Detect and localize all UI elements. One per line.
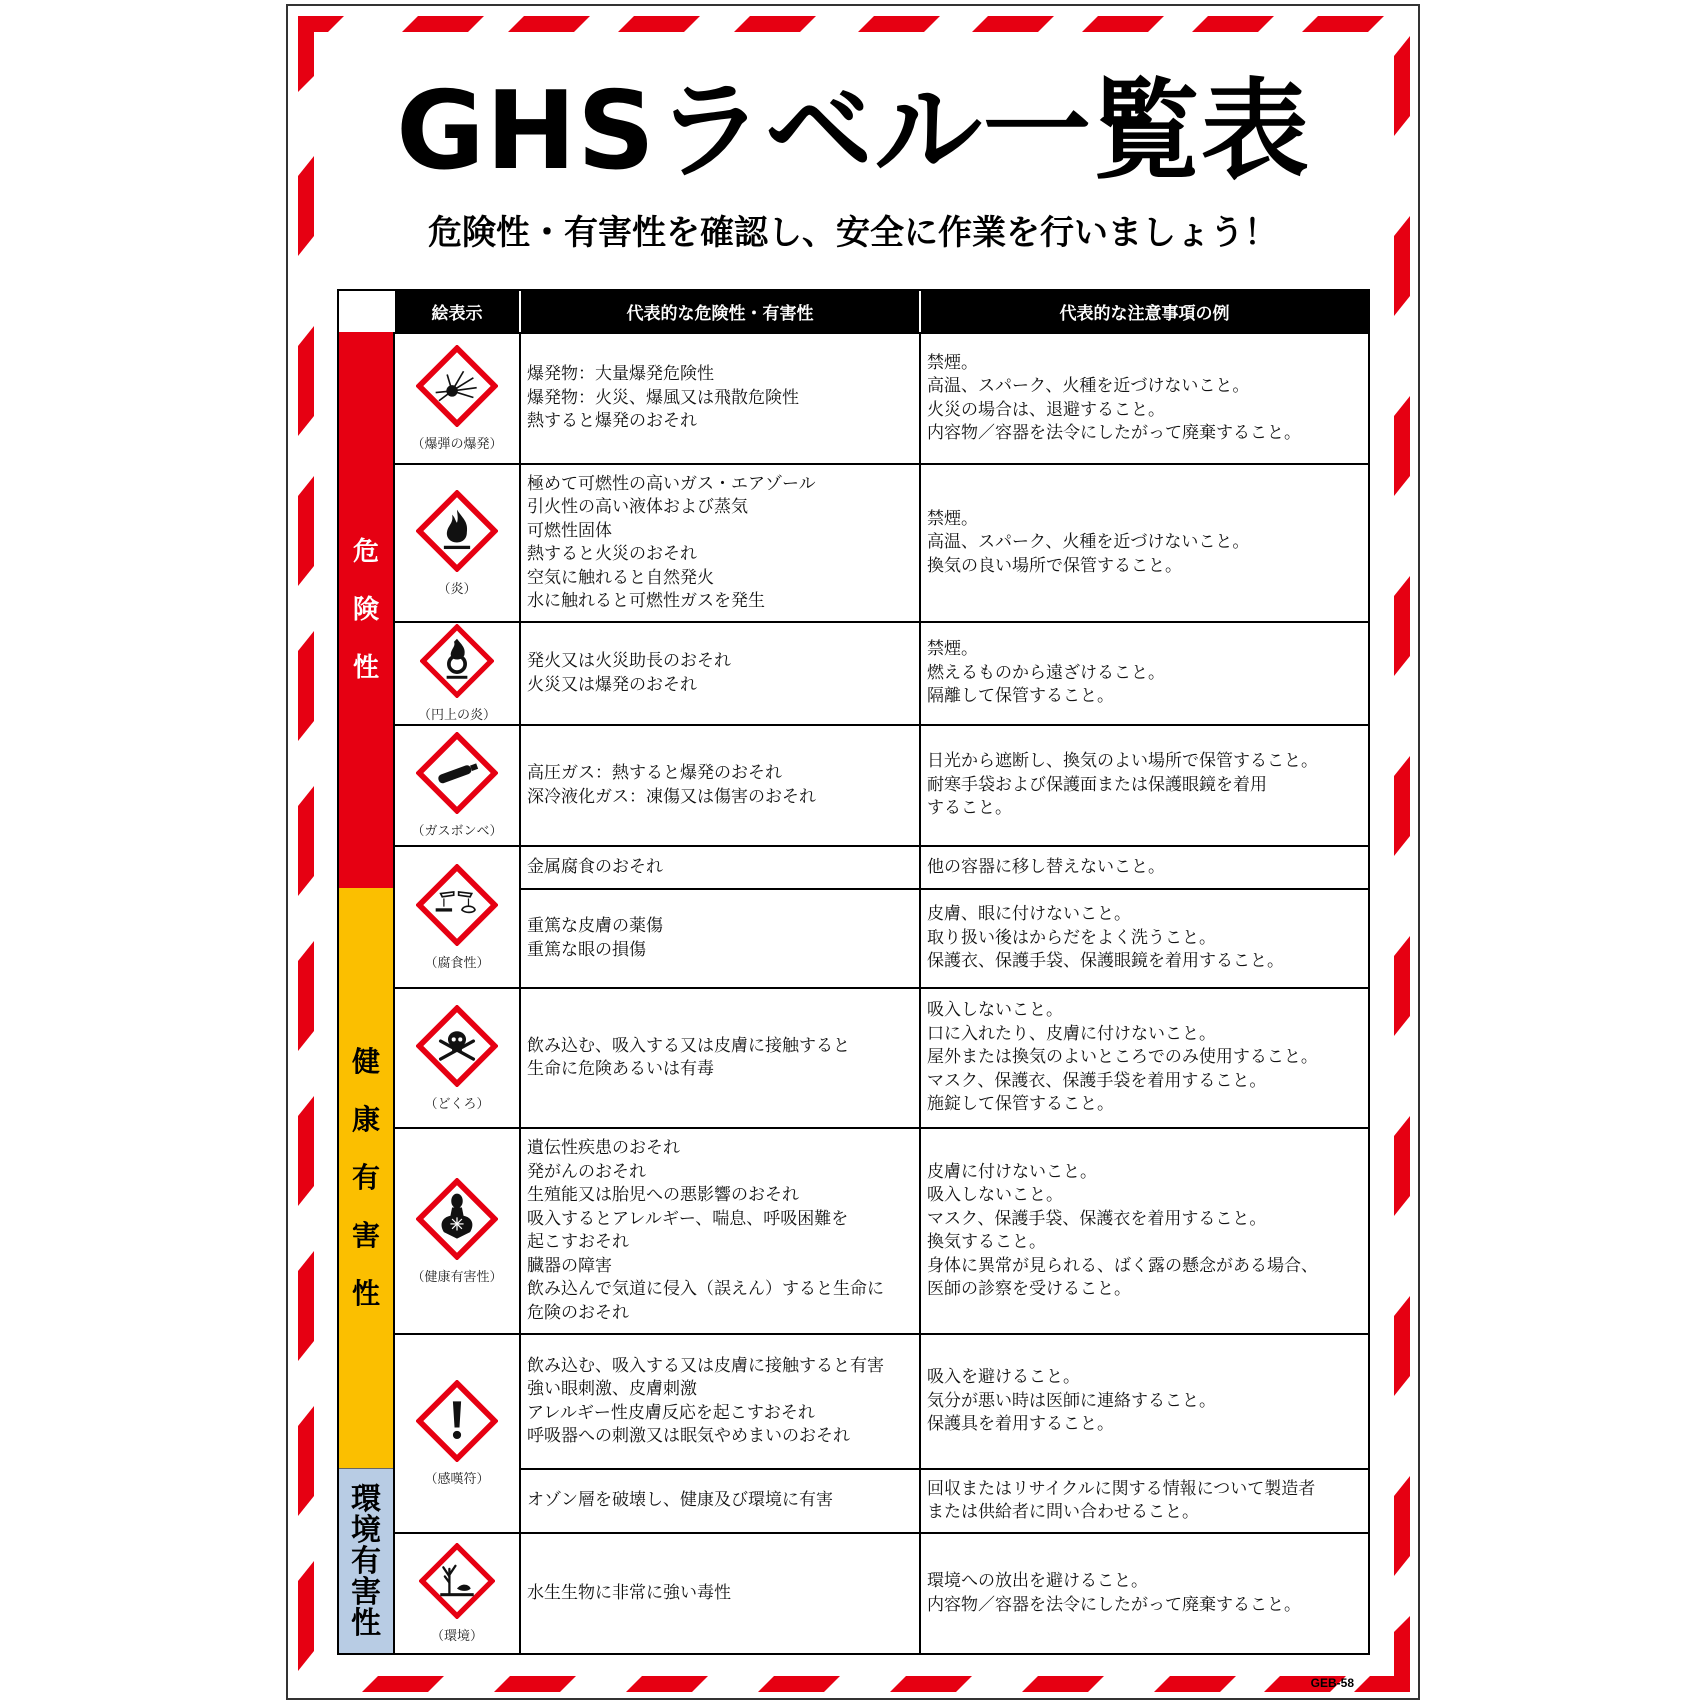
hazard-line: 発火又は火災助長のおそれ xyxy=(527,651,731,671)
precaution-line: 高温、スパーク、火種を近づけないこと。 xyxy=(927,532,1250,553)
precaution-line: 皮膚に付けないこと。 xyxy=(927,1161,1097,1182)
precaution-cell xyxy=(919,1532,1368,1653)
hazard-cell xyxy=(519,987,919,1127)
precaution-line: 禁煙。 xyxy=(927,508,978,529)
pictogram-caption: （環境） xyxy=(430,1629,483,1644)
category-environmental-hazard xyxy=(339,1468,393,1653)
skull-crossbones-icon xyxy=(416,1005,498,1087)
hazard-cell xyxy=(519,621,919,724)
hazard-line: 火災又は爆発のおそれ xyxy=(527,674,697,695)
category-char: 健 xyxy=(351,1045,380,1078)
precaution-line: 禁煙。 xyxy=(927,639,978,660)
pictogram-caption: （円上の炎） xyxy=(417,708,496,723)
category-char: 害 xyxy=(351,1574,381,1610)
precaution-line: 保護衣、保護手袋、保護眼鏡を着用すること。 xyxy=(927,951,1284,972)
hazard-line: 水に触れると可燃性ガスを発生 xyxy=(527,591,765,611)
pictogram-caption: （ガスボンベ） xyxy=(411,824,503,839)
pictogram-caption: （どくろ） xyxy=(424,1096,490,1112)
pictogram-cell xyxy=(393,463,519,621)
precaution-line: 内容物／容器を法令にしたがって廃棄すること。 xyxy=(927,423,1301,443)
precaution-cell xyxy=(919,987,1368,1127)
category-char: 有 xyxy=(351,1543,381,1579)
precaution-line: 吸入を避けること。 xyxy=(927,1367,1080,1388)
hazard-line: 飲み込んで気道に侵入（誤えん）すると生命に xyxy=(527,1279,884,1299)
hazard-line: 危険のおそれ xyxy=(527,1302,629,1323)
precaution-line: 高温、スパーク、火種を近づけないこと。 xyxy=(927,376,1250,396)
pictogram-cell xyxy=(393,724,519,845)
precaution-line: 吸入しないこと。 xyxy=(927,1000,1063,1021)
precaution-line: 身体に異常が見られる、ばく露の懸念がある場合、 xyxy=(927,1255,1318,1276)
precaution-line: 隔離して保管すること。 xyxy=(927,686,1114,707)
hazard-line: 生命に危険あるいは有毒 xyxy=(527,1059,714,1079)
hazard-line: 遺伝性疾患のおそれ xyxy=(527,1138,680,1158)
hazard-line: 強い眼刺激、皮膚刺激 xyxy=(527,1379,697,1399)
precaution-line: 換気の良い場所で保管すること。 xyxy=(927,555,1182,576)
precaution-cell xyxy=(919,1468,1368,1532)
precaution-line: 他の容器に移し替えないこと。 xyxy=(927,856,1165,877)
precaution-line: 口に入れたり、皮膚に付けないこと。 xyxy=(927,1023,1216,1044)
ghs-table xyxy=(337,289,1370,1655)
hazard-cell xyxy=(519,1532,919,1653)
category-char: 環 xyxy=(351,1481,381,1517)
exclamation-mark-icon xyxy=(416,1380,498,1462)
gas-cylinder-icon xyxy=(416,732,498,814)
precaution-cell xyxy=(919,332,1368,463)
page-subtitle: 危険性・有害性を確認し、安全に作業を行いましょう！ xyxy=(428,213,1278,253)
category-char: 危 xyxy=(352,537,379,567)
category-char: 性 xyxy=(351,1605,381,1641)
hazard-line: 飲み込む、吸入する又は皮膚に接触すると xyxy=(527,1035,850,1056)
hazard-line: 空気に触れると自然発火 xyxy=(527,567,714,588)
precaution-cell xyxy=(919,621,1368,724)
health-hazard-icon xyxy=(416,1178,498,1260)
hazard-line: 爆発物：大量爆発危険性 xyxy=(527,364,714,385)
precaution-line: マスク、保護手袋、保護衣を着用すること。 xyxy=(927,1208,1267,1229)
pictogram-cell xyxy=(393,1127,519,1333)
precaution-line: すること。 xyxy=(927,798,1012,819)
pictogram-cell xyxy=(393,1532,519,1653)
precaution-line: または供給者に問い合わせること。 xyxy=(927,1502,1199,1522)
precaution-line: 気分が悪い時は医師に連絡すること。 xyxy=(927,1390,1216,1411)
pictogram-cell xyxy=(393,845,519,987)
pictogram-cell xyxy=(393,332,519,463)
category-char: 境 xyxy=(351,1512,381,1548)
precaution-line: 火災の場合は、退避すること。 xyxy=(927,399,1165,420)
precaution-cell xyxy=(919,845,1368,888)
pictogram-caption: （爆弾の爆発） xyxy=(411,437,503,452)
precaution-line: 吸入しないこと。 xyxy=(927,1185,1063,1205)
precaution-line: 保護具を着用すること。 xyxy=(927,1414,1114,1435)
precaution-line: マスク、保護衣、保護手袋を着用すること。 xyxy=(927,1070,1267,1091)
precaution-line: 取り扱い後はからだをよく洗うこと。 xyxy=(927,927,1216,948)
environment-icon xyxy=(419,1543,495,1619)
hazard-cell xyxy=(519,845,919,888)
hazard-line: 呼吸器への刺激又は眠気やめまいのおそれ xyxy=(527,1426,850,1446)
header-pictogram: 絵表示 xyxy=(393,291,519,332)
precaution-cell xyxy=(919,463,1368,621)
hazard-line: 重篤な皮膚の薬傷 xyxy=(527,916,663,936)
hazard-line: 熱すると爆発のおそれ xyxy=(527,411,697,432)
hazard-line: 引火性の高い液体および蒸気 xyxy=(527,497,748,517)
hazard-line: 極めて可燃性の高いガス・エアゾール xyxy=(527,473,816,494)
hazard-cell xyxy=(519,332,919,463)
precaution-cell xyxy=(919,724,1368,845)
category-char: 有 xyxy=(351,1161,380,1194)
precaution-line: 屋外または換気のよいところでのみ使用すること。 xyxy=(927,1047,1318,1068)
precaution-line: 燃えるものから遠ざけること。 xyxy=(927,662,1165,683)
hazard-line: 吸入するとアレルギー、喘息、呼吸困難を xyxy=(527,1208,849,1229)
hazard-line: 生殖能又は胎児への悪影響のおそれ xyxy=(527,1185,799,1205)
hazard-line: 重篤な眼の損傷 xyxy=(527,939,646,960)
flame-over-circle-icon xyxy=(420,624,494,698)
precaution-cell xyxy=(919,1127,1368,1333)
pictogram-cell xyxy=(393,1333,519,1532)
pictogram-cell xyxy=(393,621,519,724)
exploding-bomb-icon xyxy=(416,345,498,427)
hazard-line: 臓器の障害 xyxy=(527,1255,612,1276)
hazard-line: 深冷液化ガス：凍傷又は傷害のおそれ xyxy=(527,786,816,807)
hazard-cell xyxy=(519,1127,919,1333)
pictogram-caption: （炎） xyxy=(437,581,477,597)
hazard-cell xyxy=(519,888,919,987)
category-char: 性 xyxy=(351,1277,380,1310)
corrosion-icon xyxy=(416,864,498,946)
hazard-cell xyxy=(519,724,919,845)
hazard-line: 可燃性固体 xyxy=(527,520,612,541)
precaution-line: 皮膚、眼に付けないこと。 xyxy=(927,904,1131,925)
hazard-line: 金属腐食のおそれ xyxy=(527,856,663,877)
hazard-line: アレルギー性皮膚反応を起こすおそれ xyxy=(527,1402,815,1423)
hazard-line: 起こすおそれ xyxy=(527,1232,629,1252)
header-blank xyxy=(339,291,393,332)
category-char: 性 xyxy=(352,653,379,683)
category-physical-hazard xyxy=(339,332,393,888)
category-char: 険 xyxy=(352,595,379,625)
pictogram-cell xyxy=(393,987,519,1127)
category-health-hazard xyxy=(339,888,393,1468)
hazard-line: 高圧ガス：熱すると爆発のおそれ xyxy=(527,763,782,783)
hazard-line: 爆発物：火災、爆風又は飛散危険性 xyxy=(527,387,799,408)
hazard-cell xyxy=(519,1333,919,1468)
category-char: 康 xyxy=(351,1103,380,1136)
product-code: GEB-58 xyxy=(1310,1676,1354,1690)
precaution-cell xyxy=(919,888,1368,987)
hazard-line: 熱すると火災のおそれ xyxy=(527,544,697,564)
page-title: GHSラベル一覧表 xyxy=(396,69,1310,194)
precaution-line: 内容物／容器を法令にしたがって廃棄すること。 xyxy=(927,1594,1301,1615)
pictogram-caption: （健康有害性） xyxy=(411,1269,503,1285)
precaution-line: 施錠して保管すること。 xyxy=(927,1094,1114,1115)
header-hazard: 代表的な危険性・有害性 xyxy=(519,291,919,332)
hazard-line: オゾン層を破壊し、健康及び環境に有害 xyxy=(527,1490,833,1511)
precaution-line: 日光から遮断し、換気のよい場所で保管すること。 xyxy=(927,751,1318,772)
hazard-line: 水生生物に非常に強い毒性 xyxy=(527,1582,731,1603)
flame-icon xyxy=(416,490,498,572)
pictogram-caption: （腐食性） xyxy=(424,955,490,971)
category-char: 害 xyxy=(351,1219,380,1252)
precaution-cell xyxy=(919,1333,1368,1468)
hazard-line: 飲み込む、吸入する又は皮膚に接触すると有害 xyxy=(527,1355,884,1376)
hazard-cell xyxy=(519,463,919,621)
hazard-cell xyxy=(519,1468,919,1532)
precaution-line: 医師の診察を受けること。 xyxy=(927,1279,1131,1299)
precaution-line: 耐寒手袋および保護面または保護眼鏡を着用 xyxy=(927,774,1267,795)
precaution-line: 環境への放出を避けること。 xyxy=(927,1571,1148,1591)
precaution-line: 換気すること。 xyxy=(927,1232,1046,1252)
hazard-line: 発がんのおそれ xyxy=(527,1161,646,1182)
precaution-line: 禁煙。 xyxy=(927,352,978,373)
precaution-line: 回収またはリサイクルに関する情報について製造者 xyxy=(927,1478,1316,1499)
header-precaution: 代表的な注意事項の例 xyxy=(919,291,1368,332)
pictogram-caption: （感嘆符） xyxy=(424,1472,490,1487)
